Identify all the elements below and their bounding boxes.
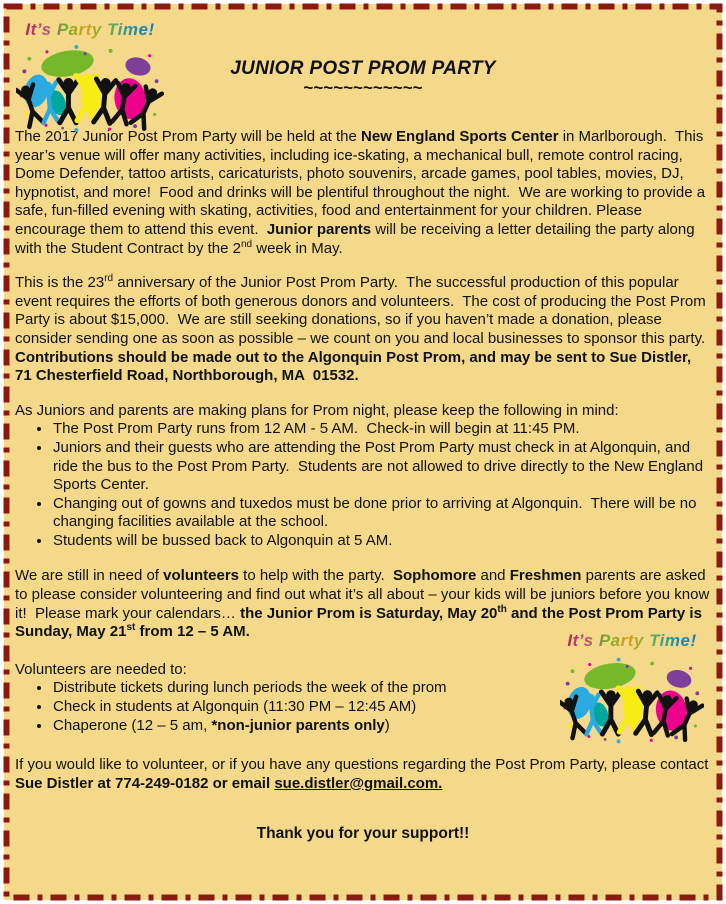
title-divider: ~~~~~~~~~~~~ xyxy=(303,78,423,97)
intro-paragraph: The 2017 Junior Post Prom Party will be held at the New England Sports Center in Marlborough. This year’s venue will offer many activities, including ice-skating, a mechanical bull, remote control racing, Dome Defender, tattoo artists, caricaturists, photo souvenirs, arcade games, pool tables, movies, DJ, hypnotist, and more! Food and drinks will be plentiful throughout the night. We are working to provide a safe, fun-filled evening with skating, activities, food and entertainment for your children. Please encourage them to attend this event. Junior parents will be receiving a letter detailing the party along with the Student Contract by the 2nd week in May. xyxy=(15,128,710,257)
list-item: • Changing out of gowns and tuxedos must be done prior to arriving at Algonquin. There will be no changing facilities available at the school. xyxy=(52,495,711,532)
list-item: • Juniors and their guests who are attending the Post Prom Party must check in at Algonquin, and ride the bus to the Post Prom Party. Students are not allowed to drive directly to the New England Sports Center. xyxy=(52,439,711,495)
party-people-icon xyxy=(560,653,704,749)
tasks-intro: Volunteers are needed to: xyxy=(15,660,187,678)
donation-paragraph: This is the 23rd anniversary of the Junior Post Prom Party. The successful production of this popular event requires the efforts of both generous donors and volunteers. The cost of producing the Post Prom Party is about $15,000. We are still seeking donations, so if you haven’t made a donation, please consider sending one as soon as possible – we count on you and local businesses to sponsor this party. Contributions should be made out to the Algonquin Post Prom, and may be sent to Sue Distler, 71 Chesterfield Road, Northborough, MA 01532. xyxy=(15,273,718,385)
party-time-logo-text: It’s Party Time! xyxy=(14,20,166,40)
title-block xyxy=(15,58,711,95)
plans-list xyxy=(15,420,711,550)
email-link[interactable]: sue.distler@gmail.com xyxy=(274,774,439,792)
list-item: • Distribute tickets during lunch periods the week of the prom xyxy=(52,679,711,698)
list-item: • Chaperone (12 – 5 am, *non-junior parents only) xyxy=(52,717,711,736)
list-item: • Check in students at Algonquin (11:30 PM – 12:45 AM) xyxy=(52,698,711,717)
party-time-logo-bottom xyxy=(556,631,708,749)
thank-you-note: Thank you for your support!! xyxy=(256,825,470,843)
page-title: JUNIOR POST PROM PARTY xyxy=(230,58,496,79)
party-time-logo-text: It’s Party Time! xyxy=(556,631,708,651)
header xyxy=(15,0,711,118)
list-item: • Students will be bussed back to Algonquin at 5 AM. xyxy=(52,532,711,551)
contact-paragraph: If you would like to volunteer, or if you have any questions regarding the Post Prom Party, please contact Sue Distler at 774-249-0182 or email sue.distler@gmail.com. xyxy=(15,756,713,792)
plans-intro: As Juniors and parents are making plans for Prom night, please keep the following in mind: xyxy=(15,401,619,419)
volunteers-paragraph: We are still in need of volunteers to help with the party. Sophomore and Freshmen parents are asked to please consider volunteering and find out what it’s all about – your kids will be juniors before you know it! Please mark your calendars… the Junior Prom is Saturday, May 20th and the Post Prom Party is Sunday, May 21st from 12 – 5 AM. xyxy=(15,567,714,641)
list-item: • The Post Prom Party runs from 12 AM - 5 AM. Check-in will begin at 11:45 PM. xyxy=(52,420,711,439)
